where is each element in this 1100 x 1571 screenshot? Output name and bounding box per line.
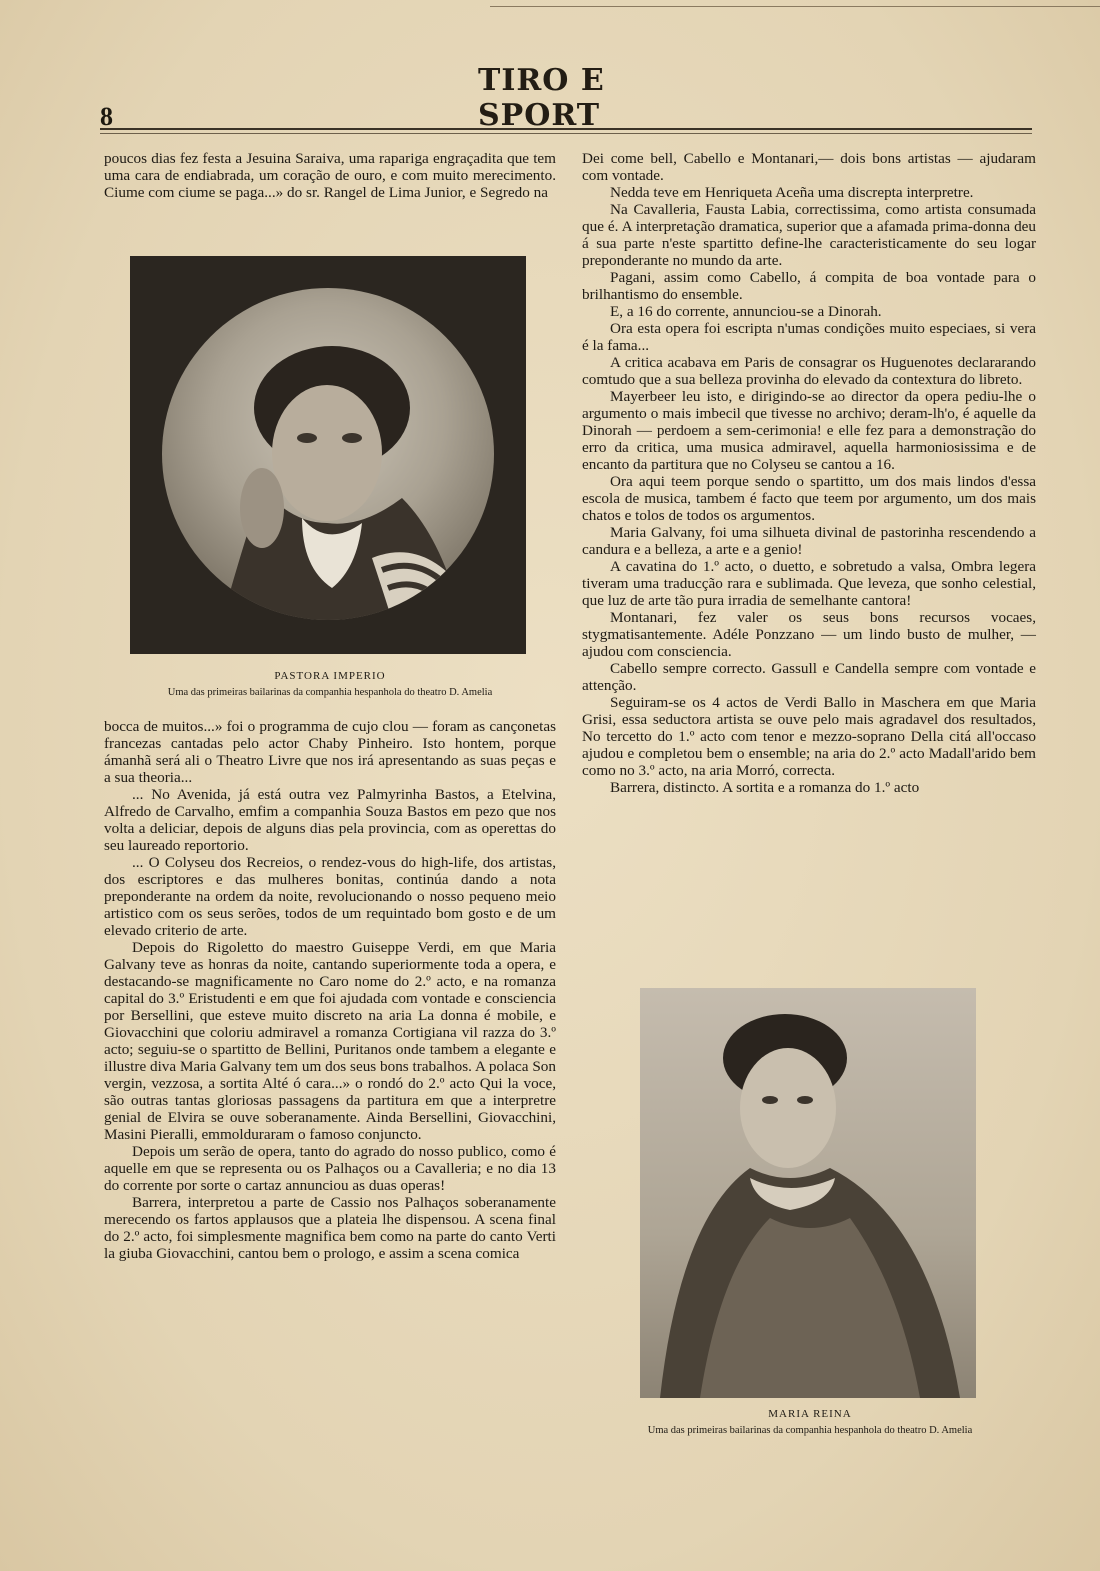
paragraph: Barrera, distincto. A sortita e a romanza do 1.º acto: [610, 779, 920, 796]
right-column: [582, 150, 1036, 796]
paragraph: Mayerbeer leu isto, e dirigindo-se ao director da opera pediu-lhe o argumento o mais imbecil que tivesse no archivo; deram-lh'o, é aquelle da Dinorah — perdoem a sem-cerimonia! e elle fez para a demonstração do erro da critica, uma musica admiravel, aquella harmoniosissima e de encanto da partitura que no Colyseu se cantou a 16.: [582, 388, 1036, 473]
paragraph: A critica acabava em Paris de consagrar os Huguenotes declararando comtudo que a sua belleza provinha do elevado da contextura do libreto.: [582, 354, 1036, 388]
header-rule-thin: [100, 133, 1032, 134]
photo-pastora-imperio: [130, 256, 526, 654]
masthead-logo: [478, 63, 658, 133]
masthead-title: TIRO E SPORT: [478, 63, 605, 133]
caption-name: PASTORA IMPERIO: [274, 670, 386, 682]
paragraph: Na Cavalleria, Fausta Labia, correctissima, como artista consumada que é. A interpretação dramatica, superior que a afamada prima-donna deu á sua parte n'este spartitto define-lhe caracteristicamente do seu logar preponderante no mundo da arte.: [582, 201, 1036, 269]
paragraph: Dei come bell, Cabello e Montanari,— dois bons artistas — ajudaram com vontade.: [582, 150, 1036, 184]
paragraph: Barrera, interpretou a parte de Cassio nos Palhaços soberanamente merecendo os fartos applausos que a plateia lhe dispensou. A scena final do 2.º acto, foi simplesmente magnifica bem como na parte do canto Verti la giuba Giovacchini, cantou bem o prologo, e assim a scena comica: [104, 1194, 556, 1262]
paragraph: bocca de muitos...» foi o programma de cujo clou — foram as cançonetas francezas cantadas pelo actor Chaby Pinheiro. Isto hontem, porque ámanhã será ali o Theatro Livre que nos irá apresentando as suas peças e a sua theoria...: [104, 718, 556, 786]
paragraph: Maria Galvany, foi uma silhueta divinal de pastorinha rescendendo a candura e a belleza, a arte e a genio!: [582, 524, 1036, 558]
portrait-illustration: [162, 288, 494, 620]
paragraph: Depois um serão de opera, tanto do agrado do nosso publico, como é aquelle em que se representa ou os Palhaços ou a Cavalleria; e no dia 13 do corrente por sorte o cartaz annunciou as duas operas!: [104, 1143, 556, 1194]
caption-description: Uma das primeiras bailarinas da companhia hespanhola do theatro D. Amelia: [647, 1425, 973, 1436]
paragraph: Nedda teve em Henriqueta Aceña uma discrepta interpretre.: [610, 184, 974, 201]
paragraph: Ora aqui teem porque sendo o spartitto, um dos mais lindos d'essa escola de musica, tambem é facto que teem por argumento, um dos mais chatos e tolos de todos os argumentos.: [582, 473, 1036, 524]
top-edge-rule: [490, 6, 1100, 7]
photo-caption-2: [600, 1408, 1020, 1436]
paragraph: A cavatina do 1.º acto, o duetto, e sobretudo a valsa, Ombra legera tiveram uma traducção rara e sublimada. Que leveza, que sonho celestial, que luz de arte tão pura irradia de semelhante cantora!: [582, 558, 1036, 609]
header-rule: [100, 128, 1032, 130]
paragraph: Pagani, assim como Cabello, á compita de boa vontade para o brilhantismo do ensemble.: [582, 269, 1036, 303]
paragraph: ... O Colyseu dos Recreios, o rendez-vous do high-life, dos artistas, dos escriptores e das mulheres bonitas, continúa dando a nota preponderante na ordem da noite, revolucionando o nosso pequeno meio artistico com os seus serões, todos de um requintado bom gosto e de um elevado criterio de arte.: [104, 854, 556, 939]
paragraph: E, a 16 do corrente, annunciou-se a Dinorah.: [610, 303, 882, 320]
caption-name: MARIA REINA: [768, 1408, 852, 1420]
paragraph: Cabello sempre correcto. Gassull e Candella sempre com vontade e attenção.: [582, 660, 1036, 694]
photo-caption-1: [130, 670, 530, 698]
paragraph: Montanari, fez valer os seus bons recursos vocaes, stygmatisantemente. Adéle Ponzzano — um lindo busto de mulher, — ajudou com consciencia.: [582, 609, 1036, 660]
photo-vignette: [162, 288, 494, 620]
left-column-top: [104, 150, 556, 201]
left-column-bottom: [104, 718, 556, 1262]
paragraph: Ora esta opera foi escripta n'umas condições muito especiaes, si vera é la fama...: [582, 320, 1036, 354]
paragraph: Depois do Rigoletto do maestro Guiseppe Verdi, em que Maria Galvany teve as honras da noite, cantando superiormente toda a opera, e destacando-se magnificamente no Caro nome do 2.º acto, e na romanza capital do 3.º Eristudenti e em que foi ajudada com vontade e consciencia por Bersellini, que esteve muito discreto na aria La donna é mobile, e Giovacchini que coloriu admiravel a romanza Cortigiana vil razza do 3.º acto; seguiu-se o spartitto de Bellini, Puritanos onde tambem a elegante e illustre diva Maria Galvany tem um dos seus bons trabalhos. A polaca Son vergin, vezzosa, a sortita Alté ó cara...» o rondó do 2.º acto Qui la voce, são outras tantas gloriosas passagens da partitura em que a interpretre genial de Elvira se ouve soberanamente. Ainda Bersellini, Giovacchini, Masini Pieralli, emmolduraram o famoso conjuncto.: [104, 939, 556, 1143]
paragraph: Seguiram-se os 4 actos de Verdi Ballo in Maschera em que Maria Grisi, essa seductora artista se ouve pelo mais agradavel dos resultados, No tercetto do 1.º acto com tenor e mezzo-soprano Della citá all'occaso ajudou e completou bem o ensemble; na aria do 2.º acto Madall'arido bem como no 3.º acto, na aria Morró, correcta.: [582, 694, 1036, 779]
photo-maria-reina: [640, 988, 976, 1398]
paragraph: poucos dias fez festa a Jesuina Saraiva, uma rapariga engraçadita que tem uma cara de endiabrada, um coração de ouro, e com muito merecimento. Ciume com ciume se paga...» do sr. Rangel de Lima Junior, e Segredo na: [104, 150, 556, 201]
page-number: 8: [100, 102, 113, 131]
paragraph: ... No Avenida, já está outra vez Palmyrinha Bastos, a Etelvina, Alfredo de Carvalho, emfim a companhia Souza Bastos em pezo que nos volta a deliciar, depois de alguns dias pela provincia, com as operettas do seu laureado reportorio.: [104, 786, 556, 854]
caption-description: Uma das primeiras bailarinas da companhia hespanhola do theatro D. Amelia: [167, 687, 493, 698]
portrait-illustration: [640, 988, 976, 1398]
